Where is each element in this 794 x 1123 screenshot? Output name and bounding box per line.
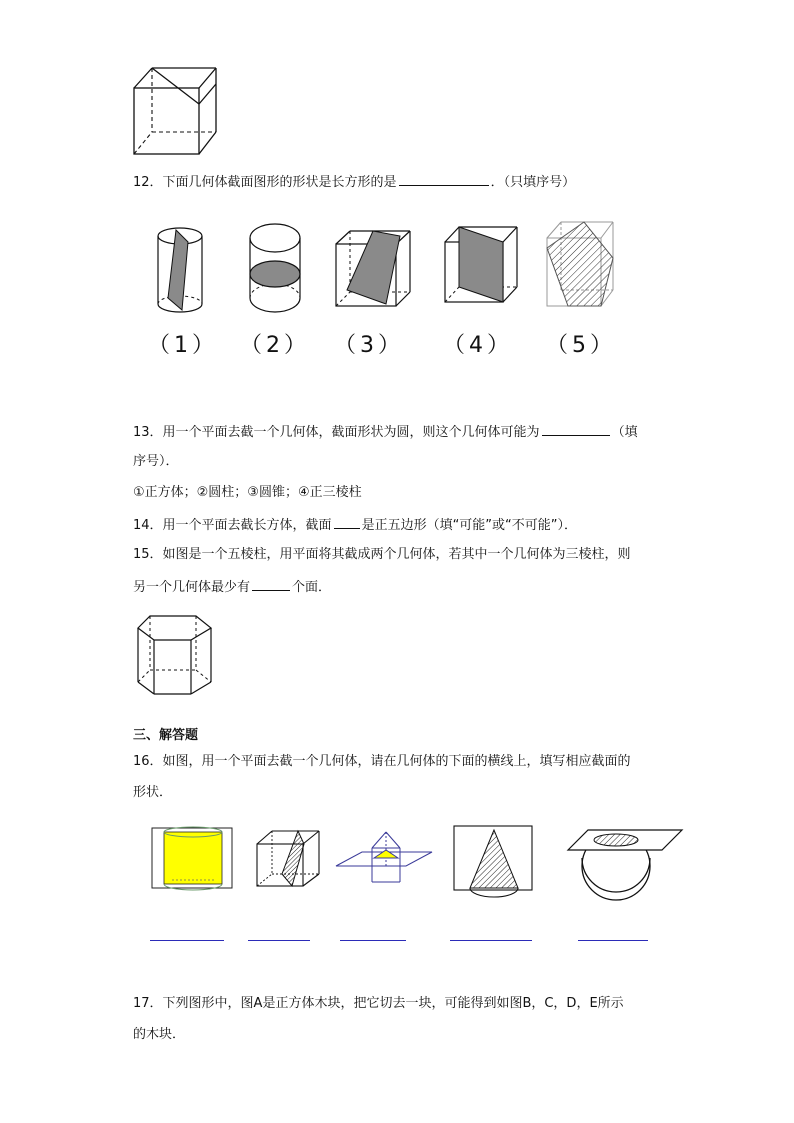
question-number: 17 — [133, 996, 150, 1011]
cube-rectangle-section-figure — [442, 224, 520, 306]
q16-prism-plane-cut-figure — [334, 828, 434, 888]
cylinder-slant-section-figure — [152, 226, 208, 316]
top-cut-cube-figure — [130, 64, 222, 158]
question-text: 另一个几何体最少有 — [133, 580, 251, 595]
q16-cylinder-vertical-cut-figure — [150, 824, 234, 896]
question-text-tail: 个面． — [292, 580, 332, 595]
answer-line-5[interactable] — [578, 940, 648, 941]
question-16-line1 — [133, 753, 631, 771]
question-text-tail: 是正五边形（填“可能”或“不可能”）． — [361, 518, 578, 533]
question-13-line2: 序号）． — [133, 454, 179, 469]
question-14 — [133, 515, 577, 535]
question-17-line1 — [133, 995, 624, 1013]
question-number: 13 — [133, 425, 150, 440]
answer-blank[interactable] — [252, 577, 290, 591]
question-text: ．用一个平面去截一个几何体，截面形状为圆，则这个几何体可能为 — [149, 425, 540, 440]
question-17-line2: 的木块． — [133, 1027, 186, 1042]
figure-label-1: （1） — [148, 333, 218, 358]
question-number: 16 — [133, 754, 150, 769]
question-number: 12 — [133, 175, 150, 190]
answer-line-3[interactable] — [340, 940, 406, 941]
question-13-options: ①正方体；②圆柱；③圆锥；④正三棱柱 — [133, 485, 362, 500]
figure-label-4: （4） — [443, 333, 513, 358]
q16-cube-slant-cut-figure — [254, 828, 324, 890]
figure-label-3: （3） — [334, 333, 404, 358]
q16-cone-axial-cut-figure — [452, 824, 534, 904]
question-text: ．如图，用一个平面去截一个几何体，请在几何体的下面的横线上，填写相应截面的 — [149, 754, 631, 769]
question-text-tail: （填 — [611, 425, 638, 440]
question-text: ．用一个平面去截长方体，截面 — [149, 518, 332, 533]
answer-line-1[interactable] — [150, 940, 224, 941]
answer-blank[interactable] — [542, 422, 610, 436]
figure-label-2: （2） — [240, 333, 310, 358]
q16-sphere-plane-cut-figure — [566, 826, 684, 902]
question-text: ．如图是一个五棱柱，用平面将其截成两个几何体，若其中一个几何体为三棱柱，则 — [149, 547, 631, 562]
question-number: 14 — [133, 518, 150, 533]
answer-line-4[interactable] — [450, 940, 532, 941]
pentagonal-prism-figure — [134, 612, 216, 698]
figure-label-5: （5） — [546, 333, 616, 358]
answer-line-2[interactable] — [248, 940, 310, 941]
cube-slant-section-figure — [333, 228, 413, 310]
question-text: ．下列图形中，图A是正方体木块，把它切去一块，可能得到如图B，C，D，E所示 — [149, 996, 624, 1011]
answer-blank[interactable] — [334, 515, 360, 529]
question-number: 15 — [133, 547, 150, 562]
section-title: 三、解答题 — [133, 728, 199, 743]
question-text-tail: ．（只填序号） — [490, 175, 576, 190]
cube-hatched-section-figure — [544, 218, 616, 310]
question-16-line2: 形状． — [133, 785, 173, 800]
question-text: ．下面几何体截面图形的形状是长方形的是 — [149, 175, 397, 190]
question-15-line1 — [133, 546, 631, 564]
question-13-line1 — [133, 422, 638, 442]
answer-blank[interactable] — [399, 172, 489, 186]
question-12 — [133, 172, 575, 192]
question-15-line2 — [133, 577, 331, 597]
cylinder-horizontal-section-figure — [245, 222, 305, 316]
